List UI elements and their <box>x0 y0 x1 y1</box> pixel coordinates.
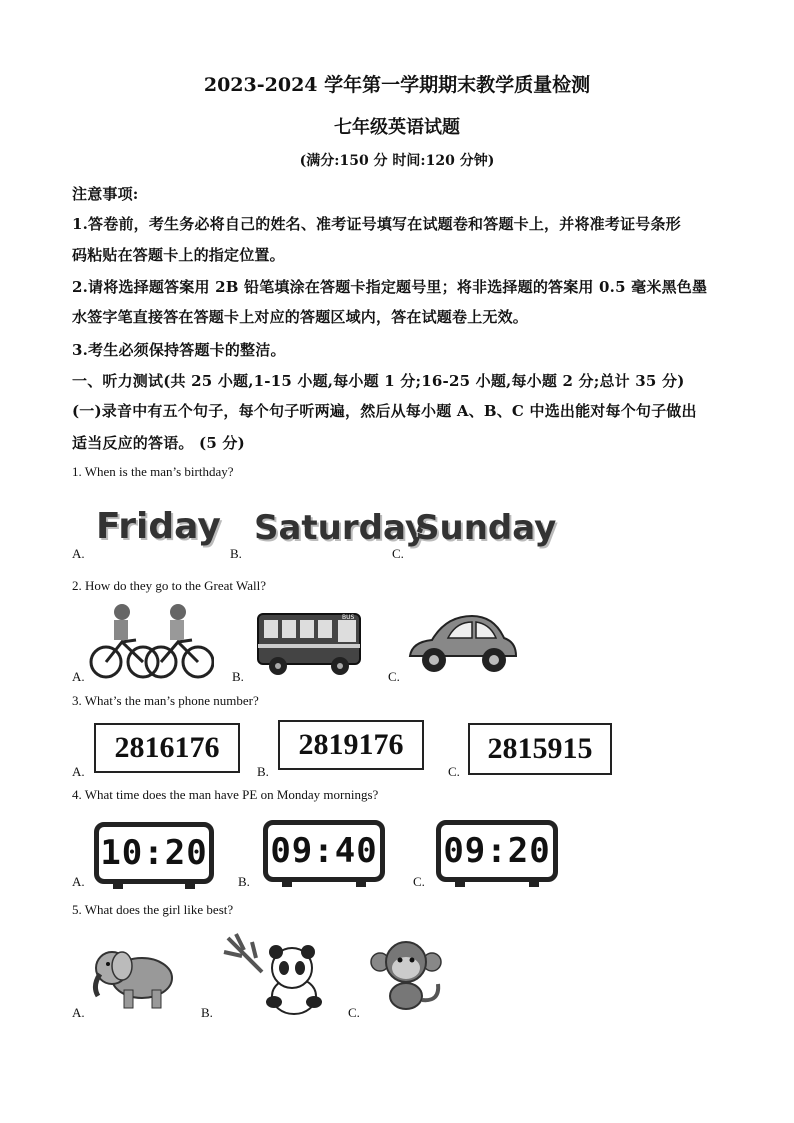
car-icon <box>406 612 520 676</box>
note-line: 2.请将选择题答案用 2B 铅笔填涂在答题卡指定题号里；将非选择题的答案用 0.5 毫米黑色墨 <box>72 278 708 296</box>
option-label: C. <box>348 1005 360 1020</box>
option-label: B. <box>257 764 269 779</box>
option-label: C. <box>413 874 425 889</box>
question-2: 2. How do they go to the Great Wall? <box>72 578 267 593</box>
section-title: 一、听力测试(共 25 小题,1-15 小题,每小题 1 分;16-25 小题,每小题 2 分;总计 35 分) <box>72 372 685 390</box>
score-time: (满分:150 分 时间:120 分钟) <box>299 153 495 169</box>
bicycles-icon <box>88 602 214 680</box>
notes-heading: 注意事项: <box>72 185 139 203</box>
question-4: 4. What time does the man have PE on Monday mornings? <box>72 787 379 802</box>
option-label: A. <box>72 1005 85 1020</box>
elephant-icon <box>90 942 182 1012</box>
question-3: 3. What’s the man’s phone number? <box>72 693 259 708</box>
option-label: A. <box>72 546 85 561</box>
option-label: C. <box>448 764 460 779</box>
note-line: 码粘贴在答题卡上的指定位置。 <box>72 246 285 264</box>
option-label: C. <box>388 669 400 684</box>
exam-title: 2023-2024 学年第一学期期末教学质量检测 <box>203 74 591 96</box>
option-label: A. <box>72 764 85 779</box>
option-label: A. <box>72 669 85 684</box>
note-line: 水签字笔直接答在答题卡上对应的答题区域内，答在试题卷上无效。 <box>72 308 529 326</box>
part1-instruction: (一)录音中有五个句子，每个句子听两遍，然后从每小题 A、B、C 中选出能对每个句子做出 <box>72 402 697 420</box>
question-1: 1. When is the man’s birthday? <box>72 464 234 479</box>
phone-number-a: 2816176 <box>94 723 240 773</box>
option-label: B. <box>230 546 242 561</box>
sunday-image: Sunday <box>415 508 557 548</box>
note-line: 3.考生必须保持答题卡的整洁。 <box>72 341 286 359</box>
option-label: B. <box>201 1005 213 1020</box>
friday-image: Friday <box>96 506 221 547</box>
note-line: 1.答卷前，考生务必将自己的姓名、准考证号填写在试题卷和答题卡上，并将准考证号条形 <box>72 215 681 233</box>
option-label: B. <box>232 669 244 684</box>
clock-b: 09:40 <box>263 820 385 882</box>
bus-sign: BUS <box>342 614 355 621</box>
phone-number-b: 2819176 <box>278 720 424 770</box>
part1-instruction: 适当反应的答语。 (5 分) <box>72 434 245 452</box>
monkey-icon <box>368 940 448 1012</box>
saturday-image: Saturday <box>254 508 428 548</box>
panda-icon <box>222 932 328 1016</box>
question-5: 5. What does the girl like best? <box>72 902 234 917</box>
clock-a: 10:20 <box>94 822 214 884</box>
option-label: B. <box>238 874 250 889</box>
clock-c: 09:20 <box>436 820 558 882</box>
phone-number-c: 2815915 <box>468 723 612 775</box>
bus-icon <box>256 610 362 678</box>
exam-subtitle: 七年级英语试题 <box>334 117 460 138</box>
option-label: A. <box>72 874 85 889</box>
option-label: C. <box>392 546 404 561</box>
